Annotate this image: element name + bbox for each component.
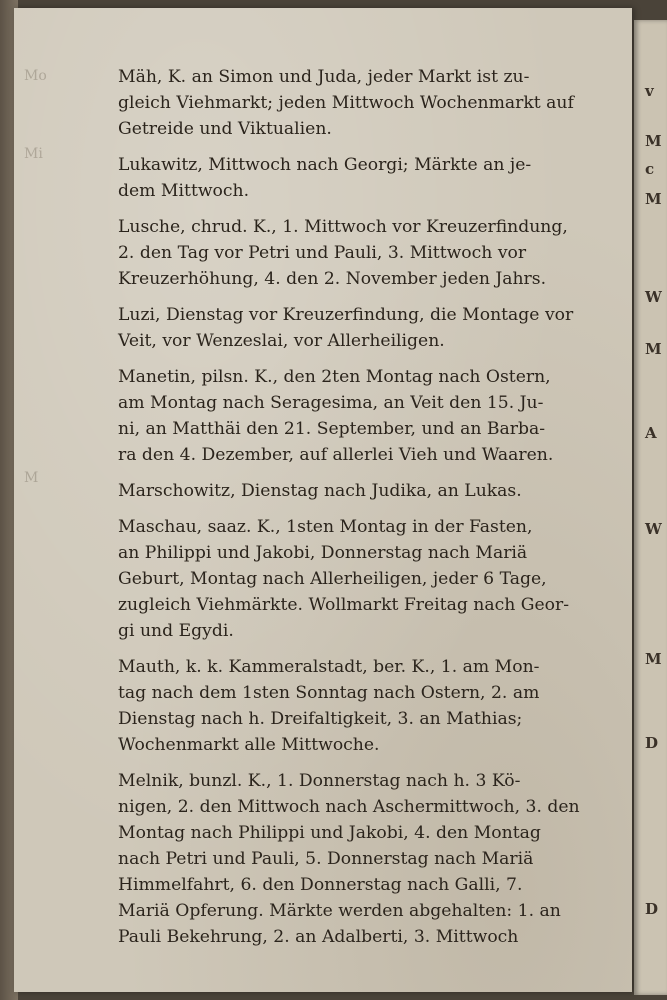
entry-line: Mariä Opferung. Märkte werden abgehalten: 1. an [118, 901, 561, 921]
entry-line: Mauth, k. k. Kammeralstadt, ber. K., 1. am Mon- [118, 657, 540, 677]
entry-line: nigen, 2. den Mittwoch nach Aschermittwoch, 3. den [118, 797, 580, 817]
entry-line: Mäh, K. an Simon und Juda, jeder Markt ist zu- [118, 67, 530, 87]
bleed-through-text: Mo [24, 68, 47, 84]
entry-line: Veit, vor Wenzeslai, vor Allerheiligen. [118, 331, 445, 351]
entry-line: Luzi, Dienstag vor Kreuzerfindung, die Montage vor [118, 305, 574, 325]
market-entry [118, 152, 623, 204]
adjacent-page-glyph: M [645, 132, 662, 150]
entry-line: Marschowitz, Dienstag nach Judika, an Lukas. [118, 481, 522, 501]
entry-line: nach Petri und Pauli, 5. Donnerstag nach Mariä [118, 849, 534, 869]
entry-line: Pauli Bekehrung, 2. an Adalberti, 3. Mittwoch [118, 927, 519, 947]
entry-line: Dienstag nach h. Dreifaltigkeit, 3. an Mathias; [118, 709, 523, 729]
entry-line: gi und Egydi. [118, 621, 234, 641]
market-listing [118, 64, 623, 960]
adjacent-page-glyph: v [645, 82, 654, 100]
market-entry [118, 302, 623, 354]
adjacent-page-glyph: D [645, 900, 659, 918]
entry-line: 2. den Tag vor Petri und Pauli, 3. Mittwoch vor [118, 243, 527, 263]
entry-line: dem Mittwoch. [118, 181, 250, 201]
entry-line: zugleich Viehmärkte. Wollmarkt Freitag nach Geor- [118, 595, 570, 615]
entry-line: an Philippi und Jakobi, Donnerstag nach Mariä [118, 543, 528, 563]
market-entry [118, 64, 623, 142]
adjacent-page-glyph: W [645, 520, 662, 538]
entry-line: gleich Viehmarkt; jeden Mittwoch Wochenmarkt auf [118, 93, 574, 113]
entry-line: Montag nach Philippi und Jakobi, 4. den Montag [118, 823, 541, 843]
entry-line: Maschau, saaz. K., 1sten Montag in der Fasten, [118, 517, 533, 537]
entry-line: Lukawitz, Mittwoch nach Georgi; Märkte an je- [118, 155, 532, 175]
adjacent-page-glyph: D [645, 734, 659, 752]
entry-line: Wochenmarkt alle Mittwoche. [118, 735, 380, 755]
adjacent-page-glyph: M [645, 650, 662, 668]
entry-line: Manetin, pilsn. K., den 2ten Montag nach Ostern, [118, 367, 551, 387]
adjacent-page-glyph: W [645, 288, 662, 306]
entry-line: Kreuzerhöhung, 4. den 2. November jeden Jahrs. [118, 269, 547, 289]
market-entry [118, 364, 623, 468]
market-entry [118, 514, 623, 644]
entry-line: ra den 4. Dezember, auf allerlei Vieh und Waaren. [118, 445, 554, 465]
adjacent-page-glyph: A [645, 424, 657, 442]
market-entry [118, 768, 623, 950]
entry-line: Melnik, bunzl. K., 1. Donnerstag nach h. 3 Kö- [118, 771, 521, 791]
entry-line: Geburt, Montag nach Allerheiligen, jeder 6 Tage, [118, 569, 547, 589]
bleed-through-text: Mi [24, 146, 43, 162]
entry-line: Himmelfahrt, 6. den Donnerstag nach Galli, 7. [118, 875, 523, 895]
entry-line: tag nach dem 1sten Sonntag nach Ostern, 2. am [118, 683, 540, 703]
entry-line: Getreide und Viktualien. [118, 119, 332, 139]
market-entry [118, 654, 623, 758]
entry-line: Lusche, chrud. K., 1. Mittwoch vor Kreuzerfindung, [118, 217, 568, 237]
entry-line: ni, an Matthäi den 21. September, und an Barba- [118, 419, 546, 439]
entry-line: am Montag nach Seragesima, an Veit den 15. Ju- [118, 393, 544, 413]
bleed-through-text: M [24, 470, 39, 486]
market-entry [118, 478, 623, 504]
market-entry [118, 214, 623, 292]
adjacent-page-glyph: M [645, 340, 662, 358]
adjacent-page-glyph: c [645, 160, 655, 178]
adjacent-page-glyph: M [645, 190, 662, 208]
